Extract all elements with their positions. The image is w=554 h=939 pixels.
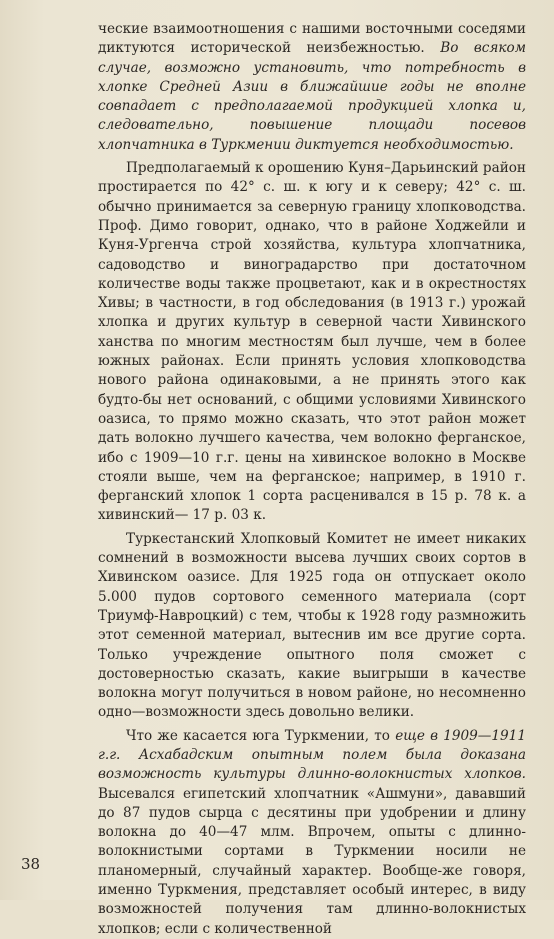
paragraph-4-italic: еще в 1909—1911 г.г. Асхабадским опытным полем была доказана возможность культуры длинно-волокнистых хлопков. xyxy=(98,727,526,783)
paragraph-2-text: Предполагаемый к орошению Куня–Дарьинский район простирается по 42° с. ш. к югу и к северу; 42° с. ш. обычно принимается за северную границу хлопководства. Проф. Димо говорит, однако, что в районе Ходжейли и Куня-Ургенча строй хозяйства, культура хлопчатника, садоводство и виноградарство при достаточном количестве воды также процветают, как и в окрестностях Хивы; в частности, в год обследования (в 1913 г.) урожай хлопка и других культур в северной части Хивинского ханства по многим местностям был лучше, чем в более южных районах. Если принять условия хлопководства нового района одинаковыми, а не принять этого как будто-бы нет оснований, с общими условиями Хивинского оазиса, то прямо можно сказать, что этот район может дать волокно лучшего качества, чем волокно ферганское, ибо с 1909—10 г.г. цены на хивинское волокно в Москве стояли выше, чем на ферганское; например, в 1910 г. ферганский хлопок 1 сорта расценивался в 15 р. 78 к. а хивинский— 17 р. 03 к. xyxy=(98,160,526,524)
body-text xyxy=(98,20,526,939)
paragraph-4-text: Что же касается юга Туркмении, то xyxy=(126,727,396,744)
paragraph-3 xyxy=(98,530,526,723)
paragraph-4-text-cont: Высевался египетский хлопчатник «Ашмуни», дававший до 87 пудов сырца с десятины при удобрении и длину волокна до 40—47 млм. Впрочем, опыты с длинно-волокнистыми сортами в Туркмении носили не планомерный, случайный характер. Вообще-же говоря, именно Туркмения, представляет особый интерес, в виду возможностей получения там длинно-волокнистых хлопков; если с количественной xyxy=(98,785,526,937)
paragraph-1-text: ческие взаимоотношения с нашими восточными соседями диктуются исторической неизбежностью. xyxy=(98,21,526,57)
paragraph-4 xyxy=(98,727,526,939)
paragraph-1-italic: Во всяком случае, возможно установить, что потребность в хлопке Средней Азии в ближайшие годы не вполне совпадает с предполагаемой продукцией хлопка и, следовательно, повышение площади посевов хлопчатника в Туркмении диктуется необходимостью. xyxy=(98,40,526,153)
paragraph-2 xyxy=(98,159,526,526)
paragraph-3-text: Туркестанский Хлопковый Комитет не имеет никаких сомнений в возможности высева лучших своих сортов в Хивинском оазисе. Для 1925 года он отпускает около 5.000 пудов сортового семенного материала (сорт Триумф-Навроцкий) с тем, чтобы к 1928 году размножить этот семенной материал, вытеснив им все другие сорта. Только учреждение опытного поля сможет с достоверностью сказать, какие выигрыши в качестве волокна могут получиться в новом районе, но несомненно одно—возможности здесь довольно велики. xyxy=(98,530,526,721)
page-number: 38 xyxy=(21,855,41,873)
paragraph-1 xyxy=(98,20,526,155)
